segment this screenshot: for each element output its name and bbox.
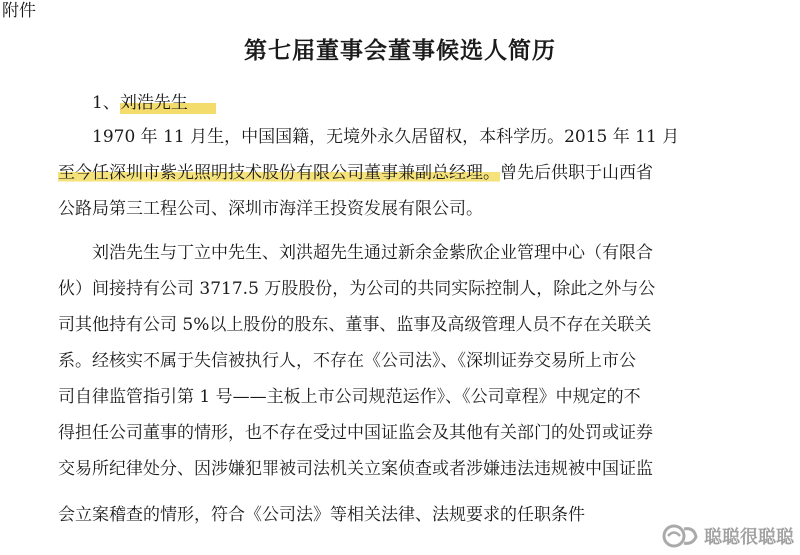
para2-line: 司其他持有公司 5%以上股份的股东、董事、监事及高级管理人员不存在关联关	[58, 315, 652, 335]
para2-line: 系。经核实不属于失信被执行人，不存在《公司法》、《深圳证券交易所上市公	[58, 351, 636, 371]
para2-line: 司自律监管指引第 1 号——主板上市公司规范运作》、《公司章程》中规定的不	[58, 387, 641, 407]
candidate-name: 刘浩先生	[120, 90, 216, 116]
para2-line: 得担任公司董事的情形，也不存在受过中国证监会及其他有关部门的处罚或证券	[58, 423, 653, 443]
candidate-heading	[92, 90, 748, 116]
candidate-number: 1、	[92, 93, 120, 113]
para2-line: 会立案稽查的情形，符合《公司法》等相关法律、法规要求的任职条件	[58, 505, 585, 525]
snowball-logo-icon	[662, 521, 700, 551]
para2-line: 刘浩先生与丁立中先生、刘洪超先生通过新余金紫欣企业管理中心（有限合	[92, 243, 653, 263]
para1-line: 1970 年 11 月生，中国国籍，无境外永久居留权，本科学历。2015 年 11 月	[92, 127, 680, 147]
highlighted-text: 至今任深圳市紫光照明技术股份有限公司董事兼副总经理。	[58, 163, 500, 183]
para2-line: 伙）间接持有公司 3717.5 万股股份，为公司的共同实际控制人，除此之外与公	[58, 279, 656, 299]
para2-line: 交易所纪律处分、因涉嫌犯罪被司法机关立案侦查或者涉嫌违法违规被中国证监	[58, 459, 653, 479]
attachment-label: 附件	[2, 1, 36, 21]
watermark-text: 聪聪很聪聪	[704, 527, 794, 548]
page-title: 第七届董事会董事候选人简历	[244, 37, 556, 64]
watermark	[662, 521, 794, 551]
para1-line: 公路局第三工程公司、深圳市海洋王投资发展有限公司。	[58, 199, 483, 219]
para1-text: 曾先后供职于山西省	[500, 163, 653, 183]
para1-line	[58, 160, 748, 186]
